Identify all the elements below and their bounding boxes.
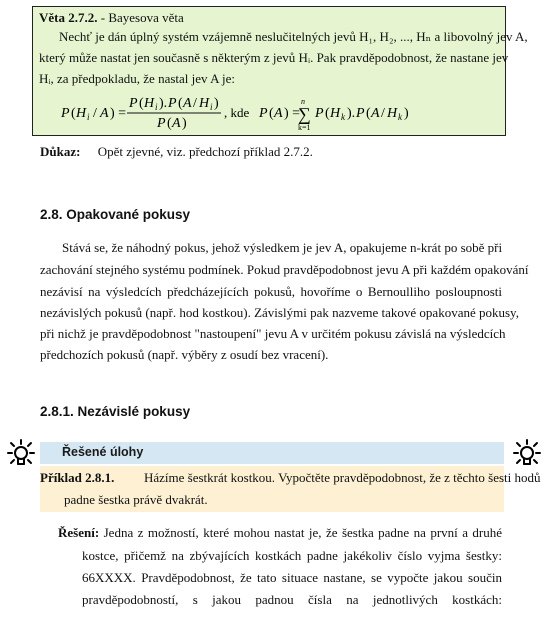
proof-label: Důkaz: [40,144,81,159]
example-line-2: padne šestka právě dvakrát. [64,492,208,507]
svg-text:P: P [168,96,177,111]
svg-text:H: H [330,106,341,121]
svg-text:) =: ) = [110,106,127,121]
svg-text:/: / [193,96,197,111]
subsection-heading: 2.8.1. Nezávislé pokusy [40,404,191,419]
svg-text:P: P [61,106,70,121]
theorem-number: Věta 2.7.2. [39,10,98,25]
svg-text:A: A [172,116,181,131]
example-box [40,466,541,512]
svg-text:A: A [371,106,380,121]
lightbulb-icon [5,438,37,470]
svg-text:k: k [341,112,345,122]
svg-text:H: H [76,106,87,121]
bayes-formula [61,93,501,133]
paragraph-line: nezávislých pokusů (např. hod kostkou). Závislými pak nazveme takové opakované pokusy, [40,305,519,320]
svg-text:P: P [157,116,166,131]
svg-text:A: A [183,96,192,111]
svg-text:P: P [259,106,268,121]
svg-text:): ) [182,116,187,131]
svg-text:(: ( [178,96,183,111]
svg-text:P: P [315,106,324,121]
lightbulb-icon [511,438,543,470]
paragraph-line: zachování stejného systému podmínek. Pokud pravděpodobnost jevu A při každém opakování [40,262,529,277]
svg-text:/: / [381,106,385,121]
paragraph-line: Stává se, že náhodný pokus, jehož výsledkem je jev A, opakujeme n-krát po sobě při [62,240,503,255]
svg-text:P: P [129,96,138,111]
svg-text:(: ( [139,96,144,111]
svg-text:) =: ) = [284,106,301,121]
solution-text: Jedna z možností, které mohou nastat je, že šestka padne na první a druhé [103,525,503,540]
solved-tasks-bar [40,442,504,464]
proof-text: Opět zjevné, viz. předchozí příklad 2.7.2. [97,144,313,159]
svg-text:P: P [356,106,365,121]
formula-kde: , kde [224,105,250,120]
paragraph-line: předchozích pokusů (např. výběry z osudí bez vracení). [40,347,329,362]
solution-label: Řešení: [58,525,100,540]
svg-text:(: ( [366,106,371,121]
theorem-title: - Bayesova věta [100,10,184,25]
svg-text:i: i [210,102,213,112]
svg-text:∑: ∑ [298,104,311,124]
solution-line-4: pravděpodobností, s jakou padnou čísla na jednotlivých kostkách: [82,592,502,607]
theorem-line-3: Hᵢ, za předpokladu, že nastal jev A je: [39,71,235,86]
proof [40,144,313,160]
svg-text:H: H [199,96,210,111]
svg-text:(: ( [71,106,76,121]
svg-text:H: H [144,96,155,111]
svg-text:(: ( [269,106,274,121]
theorem-heading [39,10,184,26]
svg-text:(: ( [167,116,172,131]
example-label: Příklad 2.8.1. [40,470,115,485]
solution-line-3: 66XXXX. Pravděpodobnost, že tato situace nastane, se vypočte jakou součin [82,570,502,585]
solution-line-1 [58,525,502,541]
svg-text:A: A [100,106,109,121]
svg-text:).: ). [347,106,356,121]
solution-line-2: kostce, přičemž na zbývajících kostkách padne jakékoliv číslo vyjma šestky: [82,548,502,563]
solved-tasks-label: Řešené úlohy [62,445,144,459]
theorem-box [32,6,528,136]
svg-text:n: n [301,97,305,106]
svg-text:): ) [214,96,219,111]
svg-text:i: i [87,112,90,122]
svg-text:/: / [93,106,97,121]
example-line-1: Házíme šestkrát kostkou. Vypočtěte pravděpodobnost, že z těchto šesti hodů [144,470,541,485]
theorem-line-1: Nechť je dán úplný systém vzájemně neslučitelných jevů H₁, H₂, ..., Hₙ a libovolný jev A, [59,29,528,44]
svg-text:H: H [387,106,398,121]
svg-text:k=1: k=1 [298,123,311,132]
paragraph-line: nezávisí na výsledcích předcházejících pokusů, hovoříme o Bernoulliho posloupnosti [40,284,502,299]
theorem-line-2: který může nastat jen současně s některým z jevů Hᵢ. Pak pravděpodobnost, že nastane jev [39,50,509,65]
svg-text:(: ( [325,106,330,121]
paragraph-line: při nichž je pravděpodobnost "nastoupení" jevu A v určitém pokusu závislá na výsledcích [40,326,506,341]
svg-text:A: A [274,106,283,121]
svg-text:).: ). [159,96,168,111]
svg-text:i: i [155,102,158,112]
section-heading: 2.8. Opakované pokusy [40,207,191,222]
svg-text:): ) [404,106,409,121]
svg-text:k: k [398,112,402,122]
